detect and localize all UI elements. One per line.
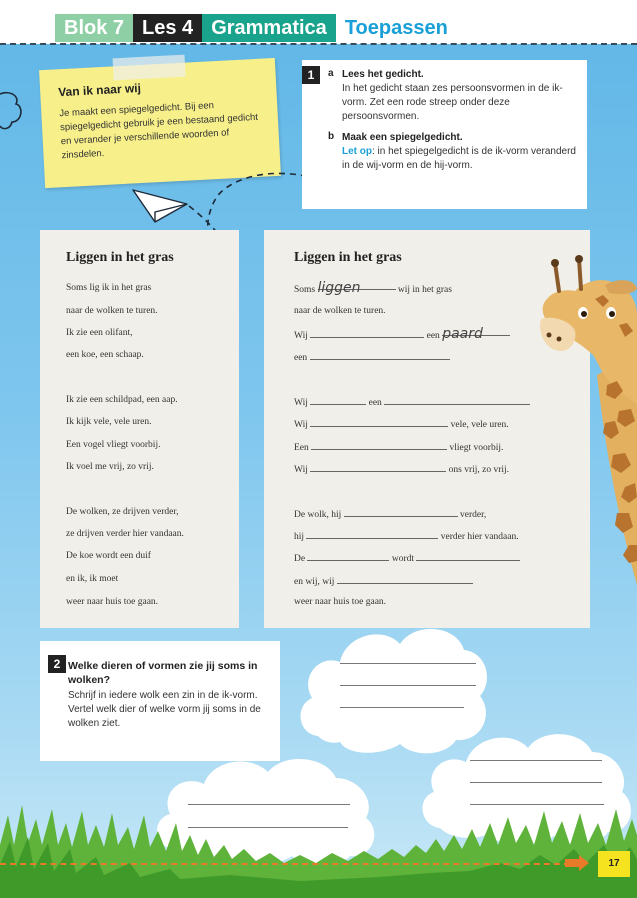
answer-blank[interactable] xyxy=(344,507,458,517)
answer-blank[interactable] xyxy=(307,551,389,561)
poem-line: Ik voel me vrij, zo vrij. xyxy=(66,462,154,472)
answer-blank[interactable] xyxy=(306,529,438,539)
poem-line: een koe, een schaap. xyxy=(66,350,144,360)
poem-line: De wolk, hij verder, xyxy=(294,507,486,520)
poem-line: en ik, ik moet xyxy=(66,574,119,584)
answer-blank[interactable] xyxy=(416,551,520,561)
answer-blank[interactable] xyxy=(310,417,448,427)
footer-divider xyxy=(0,863,570,865)
tab-grammatica[interactable]: Grammatica xyxy=(202,14,336,42)
tape-strip xyxy=(113,55,186,81)
task-1a-title: Lees het gedicht. xyxy=(342,69,424,80)
tab-blok[interactable]: Blok 7 xyxy=(55,14,133,42)
answer-blank[interactable] xyxy=(337,574,473,584)
poem-line: naar de wolken te turen. xyxy=(294,306,386,316)
poem-line: Ik zie een olifant, xyxy=(66,328,133,338)
header-divider xyxy=(0,43,637,45)
poem-line: Een vogel vliegt voorbij. xyxy=(66,440,161,450)
write-line[interactable] xyxy=(340,685,476,686)
poem-line: en wij, wij xyxy=(294,574,473,587)
poem-title: Liggen in het gras xyxy=(294,250,402,265)
poem-line: De wordt xyxy=(294,551,520,564)
task-2-title: Welke dieren of vormen zie jij soms in wolken? xyxy=(68,660,258,686)
poem-line: Wij ons vrij, zo vrij. xyxy=(294,462,509,475)
arrow-right-icon xyxy=(565,855,589,871)
poem-line: Ik kijk vele, vele uren. xyxy=(66,417,152,427)
task-1-box xyxy=(302,60,587,209)
task-1a xyxy=(328,68,577,124)
task-1b xyxy=(328,131,577,173)
answer-blank[interactable] xyxy=(310,328,424,338)
grass-illustration xyxy=(0,805,637,898)
task-letter: a xyxy=(328,68,334,79)
write-line[interactable] xyxy=(470,760,602,761)
poem-line: De wolken, ze drijven verder, xyxy=(66,507,179,517)
poem-line: naar de wolken te turen. xyxy=(66,306,158,316)
poem-line: De koe wordt een duif xyxy=(66,551,151,561)
original-poem xyxy=(40,230,239,628)
breadcrumb xyxy=(55,14,457,42)
task-letter: b xyxy=(328,131,335,142)
poem-line: Wij een paard xyxy=(294,326,510,341)
poem-line: Wij een xyxy=(294,395,530,408)
task-1b-text: : in het spiegelgedicht is de ik-vorm veranderd in de wij-vorm en de hij-vorm. xyxy=(342,146,576,171)
task-2-text: Schrijf in iedere wolk een zin in de ik-vorm. Vertel welk dier of welke vorm jij soms in de wolken ziet. xyxy=(68,690,261,729)
page-number: 17 xyxy=(598,851,630,877)
answer-blank[interactable] xyxy=(310,395,366,405)
tab-les[interactable]: Les 4 xyxy=(133,14,202,42)
poem-line: Een vliegt voorbij. xyxy=(294,440,503,453)
task-number: 1 xyxy=(302,66,320,84)
answer-blank[interactable] xyxy=(384,395,530,405)
task-1b-title: Maak een spiegelgedicht. xyxy=(342,132,463,143)
note-text: Je maakt een spiegelgedicht. Bij een spiegelgedicht gebruik je een bestaand gedicht en verander je verschillende woorden of zinsdelen. xyxy=(59,100,259,162)
handwritten-answer: liggen xyxy=(317,280,361,296)
write-line[interactable] xyxy=(340,663,476,664)
task-2-box xyxy=(40,641,280,761)
giraffe-illustration xyxy=(535,255,637,585)
poem-line: Soms liggen wij in het gras xyxy=(294,280,452,296)
answer-blank[interactable] xyxy=(442,326,510,342)
poem-line: een xyxy=(294,350,450,363)
poem-line: Ik zie een schildpad, een aap. xyxy=(66,395,178,405)
poem-line: ze drijven verder hier vandaan. xyxy=(66,529,184,539)
write-line[interactable] xyxy=(470,782,602,783)
poem-line: weer naar huis toe gaan. xyxy=(66,597,159,607)
poem-line: Soms lig ik in het gras xyxy=(66,283,152,293)
let-op-label: Let op xyxy=(342,146,372,157)
task-number: 2 xyxy=(48,655,66,673)
poem-line: Wij vele, vele uren. xyxy=(294,417,509,430)
poem-line: hij verder hier vandaan. xyxy=(294,529,519,542)
tab-toepassen[interactable]: Toepassen xyxy=(336,14,457,42)
answer-blank[interactable] xyxy=(311,440,447,450)
write-line[interactable] xyxy=(340,707,464,708)
answer-blank[interactable] xyxy=(310,350,450,360)
cloud-outline-icon xyxy=(0,88,22,132)
note-title: Van ik naar wij xyxy=(57,80,142,100)
poem-title: Liggen in het gras xyxy=(66,250,174,265)
task-1a-text: In het gedicht staan zes persoonsvormen in de ik-vorm. Zet een rode streep onder deze persoonsvormen. xyxy=(342,83,563,122)
poem-line: weer naar huis toe gaan. xyxy=(294,597,387,607)
handwritten-answer: paard xyxy=(442,326,483,342)
answer-blank[interactable] xyxy=(310,462,446,472)
